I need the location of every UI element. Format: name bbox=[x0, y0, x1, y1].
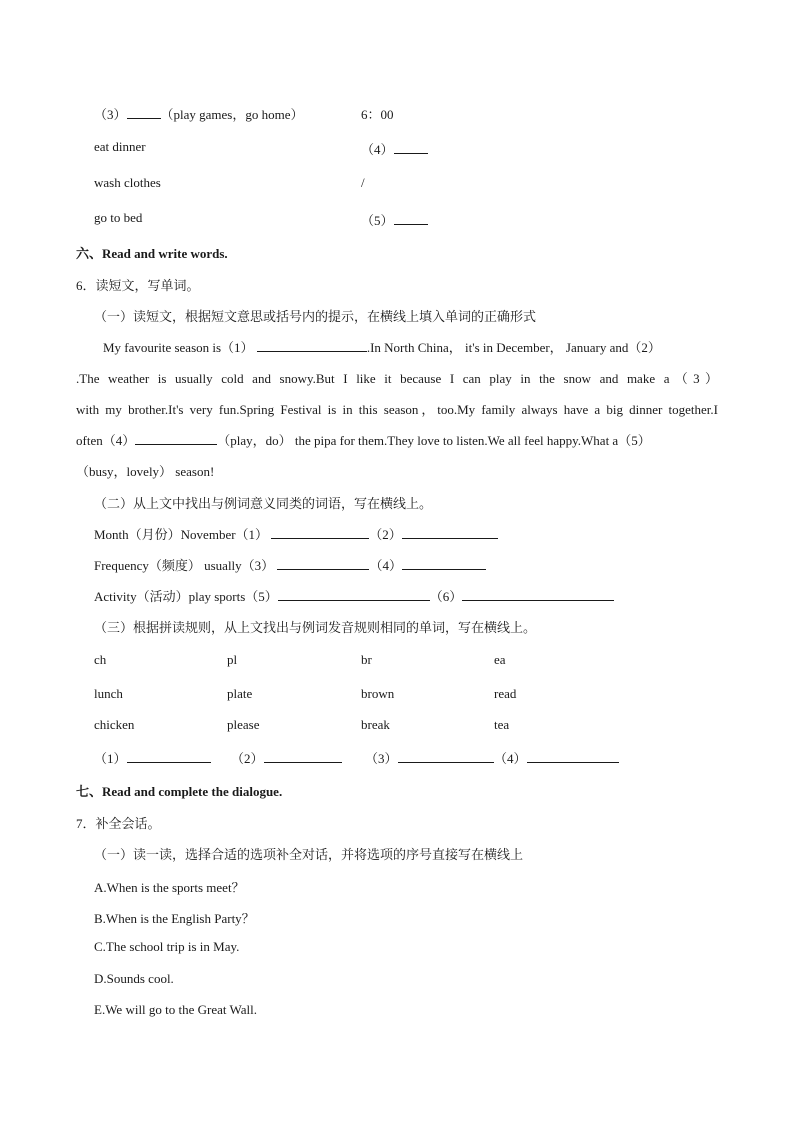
passage-line bbox=[103, 337, 661, 356]
schedule-time-blank bbox=[361, 139, 428, 158]
answer-blank[interactable] bbox=[394, 142, 428, 154]
section-heading: 七、Read and complete the dialogue. bbox=[76, 784, 283, 799]
blank-label: （2） bbox=[369, 527, 402, 542]
schedule-time-blank bbox=[361, 210, 428, 229]
instruction: （三）根据拼读规则，从上文找出与例词发音规则相同的单词，写在横线上。 bbox=[94, 620, 537, 635]
schedule-row-1 bbox=[94, 104, 304, 123]
hint-text: （play games，go home） bbox=[160, 107, 304, 122]
blank-label: （2） bbox=[231, 751, 264, 766]
schedule-activity: go to bed bbox=[94, 210, 143, 225]
answer-blank[interactable] bbox=[398, 751, 494, 763]
phonics-answer bbox=[365, 748, 494, 767]
answer-blank[interactable] bbox=[278, 589, 430, 601]
question-title: 7．补全会话。 bbox=[76, 816, 161, 831]
phonics-header: ch bbox=[94, 652, 107, 667]
phonics-word: please bbox=[227, 717, 260, 732]
category-label: Activity（活动）play sports（5） bbox=[94, 589, 278, 604]
phonics-word: chicken bbox=[94, 717, 135, 732]
answer-blank[interactable] bbox=[271, 527, 369, 539]
category-label: Frequency（频度） usually（3） bbox=[94, 558, 275, 573]
passage-text: My favourite season is（1） bbox=[103, 340, 254, 355]
phonics-answer bbox=[231, 748, 342, 767]
option-item: C.The school trip is in May. bbox=[94, 939, 240, 954]
answer-blank[interactable] bbox=[127, 751, 211, 763]
phonics-header: ea bbox=[494, 652, 506, 667]
answer-blank[interactable] bbox=[257, 340, 367, 352]
category-row-activity bbox=[94, 586, 614, 605]
blank-label: （6） bbox=[429, 589, 463, 604]
schedule-time: / bbox=[361, 175, 365, 190]
question-title: 6．读短文，写单词。 bbox=[76, 278, 200, 293]
schedule-time: 6：00 bbox=[361, 107, 394, 122]
phonics-word: brown bbox=[361, 686, 395, 701]
passage-text: often（4） bbox=[76, 433, 136, 448]
schedule-activity: eat dinner bbox=[94, 139, 146, 154]
option-item: A.When is the sports meet？ bbox=[94, 880, 245, 895]
phonics-answer bbox=[94, 748, 211, 767]
answer-blank[interactable] bbox=[394, 213, 428, 225]
blank-label: （3） bbox=[94, 107, 127, 122]
category-row-month bbox=[94, 524, 498, 543]
phonics-word: lunch bbox=[94, 686, 123, 701]
passage-text: （play，do） the pipa for them.They love to listen.We all feel happy.What a（5） bbox=[217, 433, 651, 448]
phonics-word: break bbox=[361, 717, 390, 732]
answer-blank[interactable] bbox=[402, 558, 486, 570]
instruction: （一）读一读，选择合适的选项补全对话，并将选项的序号直接写在横线上 bbox=[94, 847, 524, 862]
passage-line: （busy，lovely） season! bbox=[76, 464, 215, 479]
category-row-frequency bbox=[94, 555, 486, 574]
answer-blank[interactable] bbox=[462, 589, 614, 601]
answer-blank[interactable] bbox=[527, 751, 619, 763]
passage-text: .In North China， it's in December， January and（2） bbox=[366, 340, 661, 355]
answer-blank[interactable] bbox=[127, 107, 161, 119]
phonics-header: br bbox=[361, 652, 372, 667]
blank-label: （1） bbox=[94, 751, 127, 766]
passage-line: with my brother.It's very fun.Spring Festival is in this season，too.My family always have a big dinner together.I bbox=[76, 402, 718, 417]
phonics-word: tea bbox=[494, 717, 510, 732]
blank-label: （4） bbox=[361, 142, 394, 157]
category-label: Month（月份）November（1） bbox=[94, 527, 269, 542]
phonics-word: plate bbox=[227, 686, 253, 701]
blank-label: （3） bbox=[365, 751, 398, 766]
blank-label: （4） bbox=[494, 751, 527, 766]
phonics-answer bbox=[494, 748, 619, 767]
option-item: B.When is the English Party？ bbox=[94, 911, 255, 926]
passage-line bbox=[76, 430, 651, 449]
instruction: （二）从上文中找出与例词意义同类的词语，写在横线上。 bbox=[94, 496, 433, 511]
blank-label: （4） bbox=[369, 558, 402, 573]
answer-blank[interactable] bbox=[264, 751, 342, 763]
phonics-header: pl bbox=[227, 652, 238, 667]
option-item: E.We will go to the Great Wall. bbox=[94, 1002, 258, 1017]
instruction: （一）读短文，根据短文意思或括号内的提示，在横线上填入单词的正确形式 bbox=[94, 309, 537, 324]
answer-blank[interactable] bbox=[277, 558, 369, 570]
answer-blank[interactable] bbox=[135, 433, 217, 445]
passage-line: .The weather is usually cold and snowy.But I like it because I can play in the snow and make a（3） bbox=[76, 371, 718, 386]
blank-label: （5） bbox=[361, 213, 394, 228]
section-heading: 六、Read and write words. bbox=[76, 246, 228, 261]
answer-blank[interactable] bbox=[402, 527, 498, 539]
phonics-word: read bbox=[494, 686, 517, 701]
schedule-activity: wash clothes bbox=[94, 175, 161, 190]
option-item: D.Sounds cool. bbox=[94, 971, 174, 986]
